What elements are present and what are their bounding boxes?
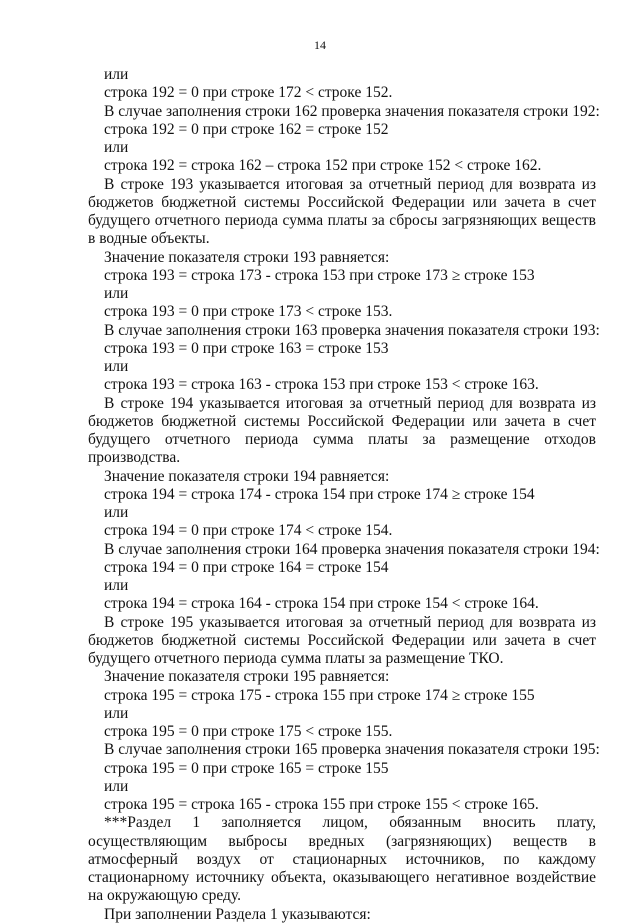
text-line: строка 194 = строка 164 - строка 154 при строке 154 < строке 164.: [104, 595, 539, 613]
paragraph: ***Раздел 1 заполняется лицом, обязанным вносить плату, осуществляющим выбросы вредных (загрязняющих) веществ в атмосферный воздух от стационарных источников, по каждому стационарному источнику объекта, оказывающего негативное воздействие на окружающую среду.: [88, 814, 596, 905]
text-line: строка 192 = 0 при строке 172 < строке 152.: [104, 84, 393, 102]
text-line: строка 195 = 0 при строке 165 = строке 155: [104, 759, 389, 777]
document-body: [88, 66, 600, 924]
text-line: или: [104, 66, 129, 83]
text-line: или: [104, 504, 129, 521]
text-line: или: [104, 704, 129, 722]
text-line: В случае заполнения строки 165 проверка значения показателя строки 195:: [104, 741, 600, 759]
text-line: строка 192 = 0 при строке 162 = строке 152: [104, 120, 389, 138]
text-line: В случае заполнения строки 163 проверка значения показателя строки 193:: [104, 321, 600, 339]
paragraph: В строке 194 указывается итоговая за отчетный период для возврата из бюджетов бюджетной системы Российской Федерации или зачета в счет будущего отчетного периода сумма платы за размещение отходов производства.: [88, 394, 596, 467]
text-line: Значение показателя строки 194 равняется:: [104, 467, 390, 485]
text-line: или: [104, 577, 129, 594]
page-number: 14: [314, 38, 326, 52]
text-line: строка 195 = 0 при строке 175 < строке 155.: [104, 723, 393, 740]
text-line: строка 193 = 0 при строке 173 < строке 153.: [104, 303, 393, 321]
text-line: строка 192 = строка 162 – строка 152 при строке 152 < строке 162.: [104, 157, 542, 175]
text-line: или: [104, 139, 129, 156]
text-line: строка 194 = строка 174 - строка 154 при строке 174 ≥ строке 154: [104, 485, 535, 503]
text-line: строка 195 = строка 165 - строка 155 при строке 155 < строке 165.: [104, 796, 539, 813]
text-line: В случае заполнения строки 162 проверка значения показателя строки 192:: [104, 102, 600, 120]
text-line: или: [104, 358, 129, 375]
text-line: или: [104, 777, 129, 795]
text-line: строка 194 = 0 при строке 174 < строке 154.: [104, 522, 393, 540]
paragraph: В строке 195 указывается итоговая за отчетный период для возврата из бюджетов бюджетной системы Российской Федерации или зачета в счет будущего отчетного периода сумма платы за размещение ТКО.: [88, 613, 596, 667]
text-line: строка 194 = 0 при строке 164 = строке 154: [104, 558, 389, 576]
text-line: строка 193 = строка 163 - строка 153 при строке 153 < строке 163.: [104, 376, 539, 394]
paragraph: В строке 193 указывается итоговая за отчетный период для возврата из бюджетов бюджетной системы Российской Федерации или зачета в счет будущего отчетного периода сумма платы за сбросы загрязняющих веществ в водные объекты.: [88, 175, 596, 248]
text-line: Значение показателя строки 195 равняется:: [104, 668, 390, 686]
text-line: В случае заполнения строки 164 проверка значения показателя строки 194:: [104, 540, 600, 558]
text-line: строка 193 = строка 173 - строка 153 при строке 173 ≥ строке 153: [104, 266, 535, 284]
text-line: Значение показателя строки 193 равняется:: [104, 248, 390, 266]
text-line: строка 193 = 0 при строке 163 = строке 153: [104, 339, 389, 357]
text-line: При заполнении Раздела 1 указываются:: [104, 905, 371, 923]
text-line: строка 195 = строка 175 - строка 155 при строке 174 ≥ строке 155: [104, 686, 535, 704]
text-line: или: [104, 285, 129, 302]
